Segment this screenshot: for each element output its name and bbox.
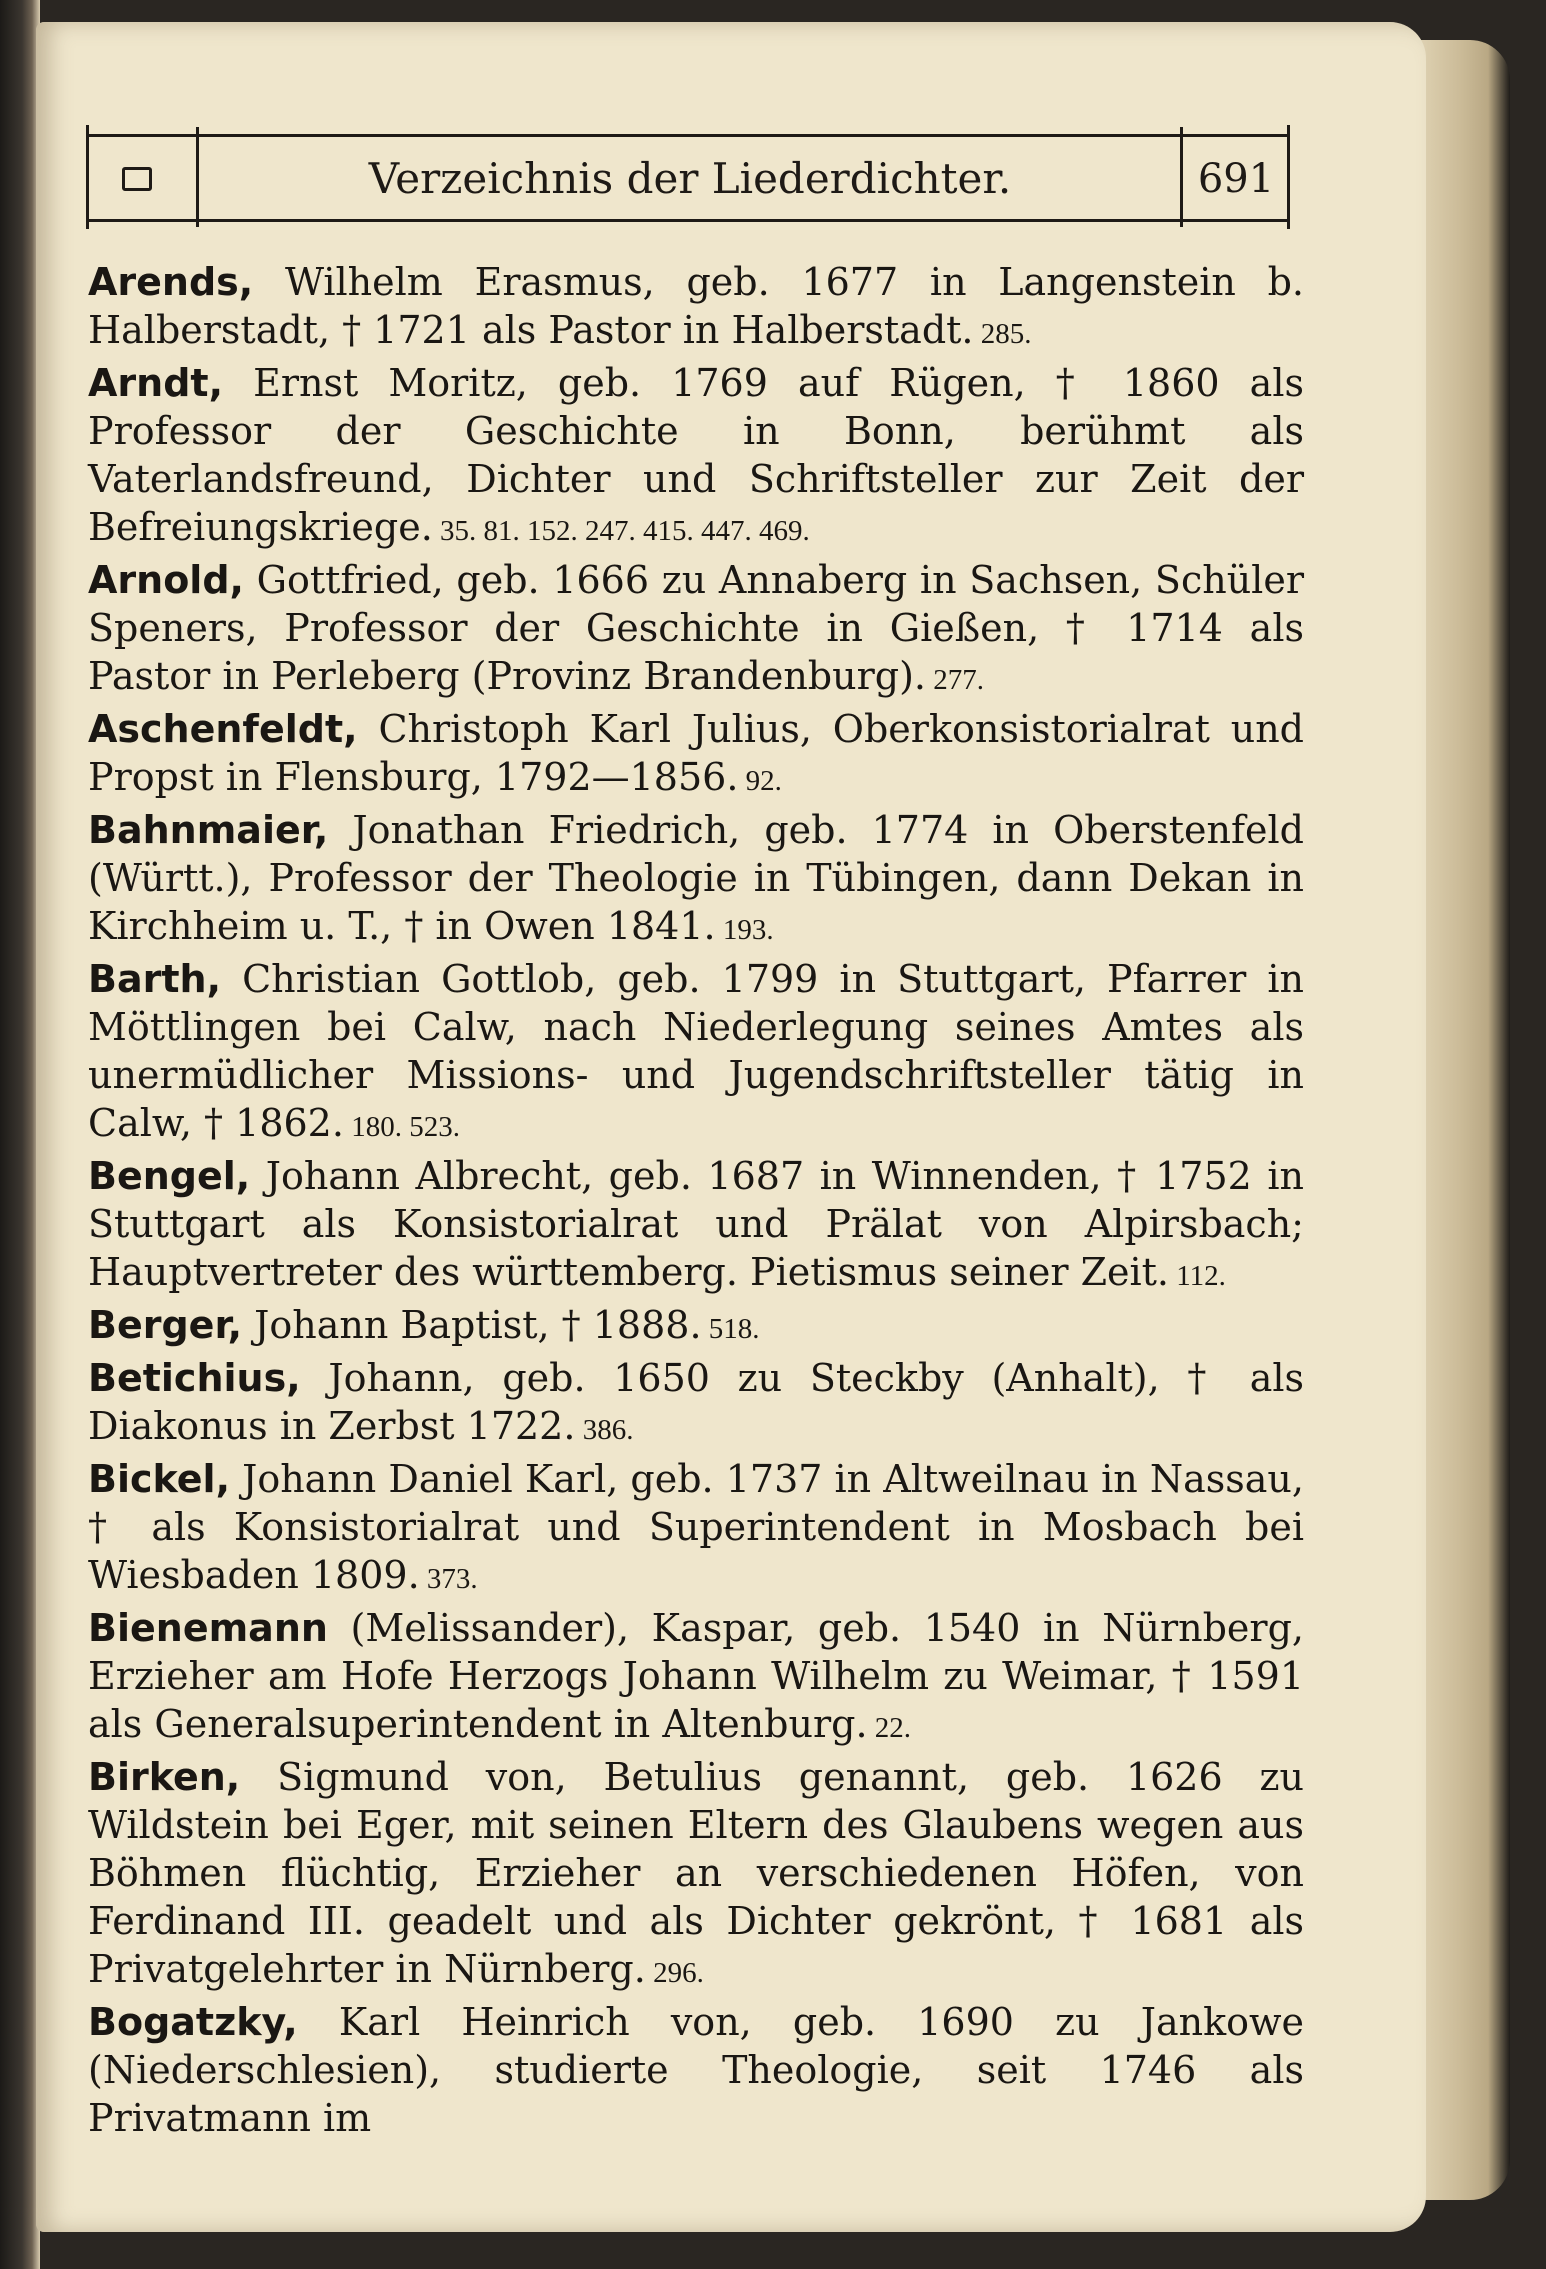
hymn-references: 277.: [926, 664, 984, 696]
list-item: [88, 556, 1304, 704]
poet-name: Bogatzky,: [88, 2000, 298, 2044]
entry-text: Gottfried, geb. 1666 zu Annaberg in Sachsen, Schüler Speners, Professor der Geschichte in Gießen, † 1714 als Pastor in Perleberg (Provinz Brandenburg).: [88, 558, 1304, 698]
poet-name: Aschenfeldt,: [88, 707, 358, 751]
hymn-references: 386.: [575, 1414, 634, 1446]
entry-text: Johann Daniel Karl, geb. 1737 in Altweilnau in Nassau, † als Konsistorialrat und Superintendent in Mosbach bei Wiesbaden 1809.: [88, 1457, 1304, 1597]
entry-text: Jonathan Friedrich, geb. 1774 in Oberstenfeld (Württ.), Professor der Theologie in Tübingen, dann Dekan in Kirchheim u. T., † in Owen 1841.: [88, 808, 1304, 948]
poet-name: Betichius,: [88, 1356, 301, 1400]
hymn-references: 193.: [715, 914, 774, 946]
entry-text: Wilhelm Erasmus, geb. 1677 in Langenstein b. Halberstadt, † 1721 als Pastor in Halberstadt.: [88, 260, 1304, 352]
entry-text: Sigmund von, Betulius genannt, geb. 1626 zu Wildstein bei Eger, mit seinen Eltern des Glaubens wegen aus Böhmen flüchtig, Erzieher an verschiedenen Höfen, von Ferdinand III. geadelt und als Dichter gekrönt, † 1681 als Privatgelehrter in Nürnberg.: [88, 1755, 1304, 1991]
entry-text: Christoph Karl Julius, Oberkonsistorialrat und Propst in Flensburg, 1792—1856.: [88, 707, 1304, 799]
hymn-references: 373.: [419, 1563, 478, 1595]
hymn-references: 92.: [738, 765, 782, 797]
hymn-references: 22.: [867, 1712, 912, 1744]
hymn-references: 112.: [1168, 1260, 1226, 1292]
list-item: [88, 1455, 1304, 1603]
header-left-rule: [86, 125, 89, 229]
poet-index-list: [88, 258, 1304, 2147]
hymn-references: 180. 523.: [343, 1111, 460, 1143]
page-number: 691: [1197, 156, 1275, 202]
entry-text: (Melissander), Kaspar, geb. 1540 in Nürnberg, Erzieher am Hofe Herzogs Johann Wilhelm zu Weimar, † 1591 als Generalsuperintendent in Altenburg.: [88, 1606, 1304, 1746]
poet-name: Bengel,: [88, 1154, 251, 1198]
hymn-references: 518.: [701, 1313, 760, 1345]
list-item: [88, 1604, 1304, 1752]
list-item: [88, 955, 1304, 1151]
page-title: Verzeichnis der Liederdichter.: [368, 154, 1012, 203]
list-item: [88, 1998, 1304, 2146]
poet-name: Arnold,: [88, 558, 244, 602]
poet-name: Arndt,: [88, 361, 224, 405]
entry-text: Johann, geb. 1650 zu Steckby (Anhalt), † als Diakonus in Zerbst 1722.: [88, 1356, 1304, 1448]
entry-text: Johann Albrecht, geb. 1687 in Winnenden, † 1752 in Stuttgart als Konsistorialrat und Prälat von Alpirsbach; Hauptvertreter des württemberg. Pietismus seiner Zeit.: [88, 1154, 1304, 1294]
list-item: [88, 1301, 1304, 1353]
poet-name: Bahnmaier,: [88, 808, 329, 852]
poet-name: Barth,: [88, 957, 221, 1001]
list-item: [88, 1753, 1304, 1997]
hymn-references: 35. 81. 152. 247. 415. 447. 469.: [432, 515, 810, 547]
poet-name: Birken,: [88, 1755, 241, 1799]
box-ornament-icon: [122, 167, 152, 191]
poet-name: Bienemann: [88, 1606, 328, 1650]
list-item: [88, 1354, 1304, 1454]
list-item: [88, 258, 1304, 358]
hymn-references: 296.: [645, 1957, 704, 1989]
entry-text: Johann Baptist, † 1888.: [242, 1303, 702, 1347]
poet-name: Berger,: [88, 1303, 243, 1347]
header-divider: [1180, 127, 1183, 227]
list-item: [88, 1152, 1304, 1300]
entry-text: Ernst Moritz, geb. 1769 auf Rügen, † 1860 als Professor der Geschichte in Bonn, berühmt als Vaterlandsfreund, Dichter und Schriftsteller zur Zeit der Befreiungskriege.: [88, 361, 1304, 549]
list-item: [88, 359, 1304, 555]
poet-name: Arends,: [88, 260, 254, 304]
list-item: [88, 705, 1304, 805]
header-right-rule: [1287, 125, 1290, 229]
book-spine: [0, 0, 40, 2269]
list-item: [88, 806, 1304, 954]
running-header: [86, 134, 1290, 222]
entry-text: Christian Gottlob, geb. 1799 in Stuttgart, Pfarrer in Möttlingen bei Calw, nach Niederlegung seines Amtes als unermüdlicher Missions- und Jugendschriftsteller tätig in Calw, † 1862.: [88, 957, 1304, 1145]
entry-text: Karl Heinrich von, geb. 1690 zu Jankowe (Niederschlesien), studierte Theologie, seit 1746 als Privatmann im: [88, 2000, 1304, 2140]
header-divider: [196, 127, 199, 227]
poet-name: Bickel,: [88, 1457, 230, 1501]
hymn-references: 285.: [973, 318, 1032, 350]
